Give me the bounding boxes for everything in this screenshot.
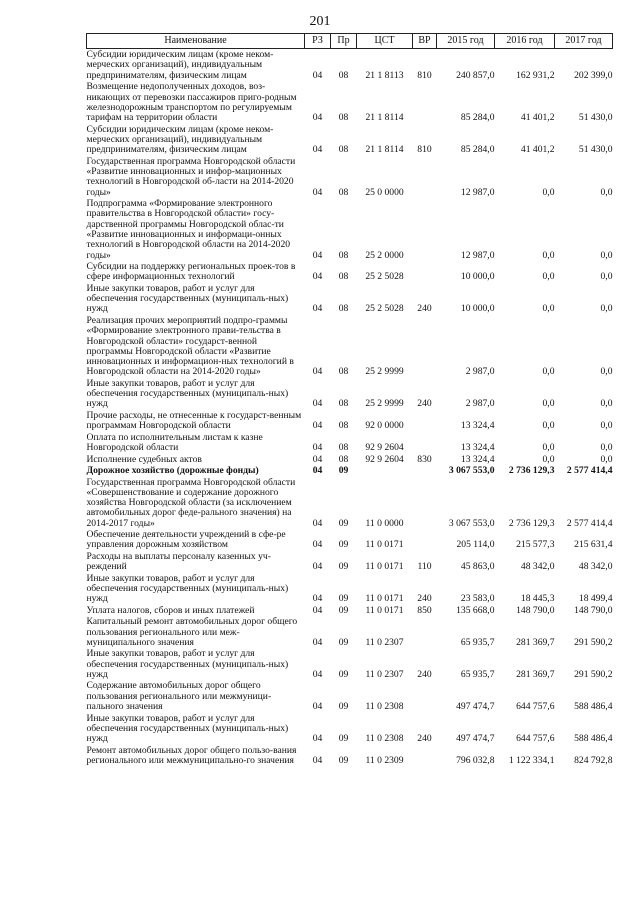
cell-2017: 215 631,4 (574, 539, 613, 551)
table-row (87, 744, 613, 766)
cell-name: Содержание автомобильных дорог общего пользования регионального или межмуници-пального значения (86, 680, 272, 713)
cell-2016: 0,0 (542, 442, 555, 454)
table-row (87, 432, 613, 454)
cell-2016: 0,0 (542, 186, 555, 198)
cell-2016: 0,0 (542, 271, 555, 283)
cell-cst (357, 465, 413, 476)
cell-vr: 850 (417, 604, 432, 616)
cell-2017: 2 577 414,4 (566, 465, 613, 477)
cell-2016: 1 122 334,1 (508, 754, 555, 766)
cell-2017: 0,0 (600, 271, 613, 283)
cell-2017: 148 790,0 (574, 604, 613, 616)
cell-2015: 13 324,4 (460, 453, 495, 465)
cell-2015: 85 284,0 (460, 144, 495, 156)
cell-2015: 23 583,0 (460, 593, 495, 605)
table-row (87, 315, 613, 378)
cell-2017: 588 486,4 (574, 733, 613, 745)
cell-pr: 09 (338, 733, 349, 745)
page-number: 201 (309, 14, 331, 29)
table-row (87, 712, 613, 744)
cell-rz: 04 (312, 442, 323, 454)
cell-cst: 11 0 2308 (365, 733, 404, 745)
cell-rz: 04 (312, 754, 323, 766)
cell-cst: 11 0 0171 (365, 593, 404, 605)
cell-pr: 08 (338, 249, 349, 261)
table-row (87, 573, 613, 605)
cell-rz: 04 (312, 249, 323, 261)
cell-pr: 08 (338, 144, 349, 156)
cell-vr: 240 (417, 303, 432, 315)
cell-2016: 0,0 (542, 366, 555, 378)
header-2016: 2016 год (495, 34, 555, 49)
cell-2017: 0,0 (600, 420, 613, 432)
cell-rz: 04 (312, 398, 323, 410)
cell-pr: 09 (338, 517, 349, 529)
cell-vr: 830 (417, 453, 432, 465)
table-row (87, 605, 613, 616)
cell-pr: 08 (338, 442, 349, 454)
cell-cst: 92 0 0000 (365, 420, 404, 432)
cell-2017: 0,0 (600, 303, 613, 315)
cell-cst: 11 0 2307 (365, 668, 404, 680)
cell-name: Государственная программа Новгородской области «Совершенствование и содержание дорожного хозяйства Новгородской области (за исключением автомобильных дорог феде-рального значения) на 2014-2017 годы» (86, 476, 296, 529)
header-pr: Пр (331, 34, 357, 49)
cell-2015: 497 474,7 (456, 701, 495, 713)
cell-2015: 3 067 553,0 (448, 465, 495, 477)
cell-name: Уплата налогов, сборов и иных платежей (86, 604, 255, 616)
header-vr: ВР (413, 34, 437, 49)
header-2017: 2017 год (555, 34, 613, 49)
cell-2015: 13 324,4 (460, 420, 495, 432)
cell-pr: 08 (338, 366, 349, 378)
cell-2017: 51 430,0 (578, 112, 613, 124)
table-row (87, 529, 613, 551)
cell-vr: 240 (417, 733, 432, 745)
cell-2016: 2 736 129,3 (508, 465, 555, 477)
cell-2017: 588 486,4 (574, 701, 613, 713)
cell-rz: 04 (312, 701, 323, 713)
table-row (87, 198, 613, 261)
cell-2016: 0,0 (542, 453, 555, 465)
cell-rz: 04 (312, 517, 323, 529)
cell-cst: 25 0 0000 (365, 186, 404, 198)
cell-pr: 09 (338, 539, 349, 551)
cell-2017: 2 577 414,4 (566, 517, 613, 529)
cell-cst: 25 2 9999 (365, 398, 404, 410)
table-row (87, 648, 613, 680)
table-row (87, 680, 613, 712)
cell-vr (413, 616, 437, 648)
cell-rz: 04 (312, 561, 323, 573)
cell-2017: 51 430,0 (578, 144, 613, 156)
cell-vr (413, 680, 437, 712)
cell-cst: 11 0 2308 (365, 701, 404, 713)
cell-2016: 0,0 (542, 398, 555, 410)
cell-vr: 240 (417, 593, 432, 605)
cell-pr: 08 (338, 271, 349, 283)
cell-2016: 41 401,2 (520, 144, 555, 156)
cell-rz: 04 (312, 420, 323, 432)
cell-rz: 04 (312, 593, 323, 605)
cell-rz: 04 (312, 636, 323, 648)
cell-name: Расходы на выплаты персоналу казенных уч-реждений (86, 550, 271, 573)
cell-pr: 09 (338, 604, 349, 616)
table-row (87, 476, 613, 529)
cell-name: Иные закупки товаров, работ и услуг для обеспечения государственных (муниципаль-ных) нужд (86, 572, 289, 605)
header-rz: РЗ (305, 34, 331, 49)
cell-2015: 45 863,0 (460, 561, 495, 573)
cell-vr (413, 476, 437, 529)
cell-rz: 04 (312, 539, 323, 551)
cell-2016: 18 445,3 (520, 593, 555, 605)
cell-2015: 85 284,0 (460, 112, 495, 124)
cell-2016: 162 931,2 (516, 69, 555, 81)
cell-2015: 65 935,7 (460, 668, 495, 680)
cell-pr: 09 (338, 593, 349, 605)
cell-rz: 04 (312, 144, 323, 156)
cell-2015: 205 114,0 (456, 539, 495, 551)
cell-2015: 240 857,0 (456, 69, 495, 81)
cell-vr: 810 (417, 144, 432, 156)
header-cst: ЦСТ (357, 34, 413, 49)
table-row (87, 283, 613, 315)
table-row (87, 378, 613, 410)
cell-cst: 11 0 2307 (365, 636, 404, 648)
cell-2016: 644 757,6 (516, 701, 555, 713)
cell-name: Иные закупки товаров, работ и услуг для обеспечения государственных (муниципаль-ных) нужд (86, 377, 289, 410)
cell-vr: 240 (417, 668, 432, 680)
cell-2016: 0,0 (542, 249, 555, 261)
table-row (87, 261, 613, 283)
cell-vr (413, 529, 437, 551)
cell-cst: 11 0 0171 (365, 604, 404, 616)
cell-2016: 48 342,0 (520, 561, 555, 573)
cell-2016: 215 577,3 (516, 539, 555, 551)
cell-name: Иные закупки товаров, работ и услуг для обеспечения государственных (муниципаль-ных) нужд (86, 648, 289, 680)
cell-cst: 11 0 0171 (365, 539, 404, 551)
cell-2015: 10 000,0 (460, 271, 495, 283)
cell-vr: 240 (417, 398, 432, 410)
cell-2015: 10 000,0 (460, 303, 495, 315)
cell-cst: 25 2 0000 (365, 249, 404, 261)
cell-pr: 09 (338, 668, 349, 680)
cell-2015: 135 668,0 (456, 604, 495, 616)
table-row (87, 156, 613, 198)
cell-pr: 08 (338, 420, 349, 432)
table-row (87, 465, 613, 476)
cell-pr: 09 (338, 636, 349, 648)
table-body (87, 49, 613, 767)
cell-name: Субсидии на поддержку региональных проек-тов в сфере информационных технологий (86, 261, 296, 283)
cell-2017: 0,0 (600, 453, 613, 465)
cell-cst: 25 2 5028 (365, 271, 404, 283)
cell-name: Обеспечение деятельности учреждений в сфе-ре управления дорожным хозяйством (86, 529, 286, 551)
cell-2015: 12 987,0 (460, 186, 495, 198)
cell-name: Государственная программа Новгородской области «Развитие инновационных и инфор-мационных технологий в Новгородской об-ласти на 2014-2020 годы» (86, 155, 296, 198)
table-row (87, 123, 613, 155)
cell-rz: 04 (312, 453, 323, 465)
table-row (87, 410, 613, 432)
cell-cst: 21 1 8114 (365, 144, 404, 156)
cell-pr: 08 (338, 69, 349, 81)
cell-vr: 110 (417, 561, 432, 573)
cell-2017: 0,0 (600, 249, 613, 261)
cell-vr (413, 156, 437, 198)
cell-vr (413, 432, 437, 454)
cell-rz: 04 (312, 465, 323, 477)
cell-cst: 11 0 0171 (365, 561, 404, 573)
cell-vr (413, 81, 437, 123)
cell-vr (413, 410, 437, 432)
cell-2017: 0,0 (600, 366, 613, 378)
cell-name: Прочие расходы, не отнесенные к государст-венным программам Новгородской области (86, 409, 302, 432)
cell-pr: 08 (338, 303, 349, 315)
table-row (87, 81, 613, 123)
cell-pr: 08 (338, 453, 349, 465)
table-row (87, 453, 613, 464)
cell-2015: 12 987,0 (460, 249, 495, 261)
cell-2015: 497 474,7 (456, 733, 495, 745)
table-row (87, 551, 613, 573)
cell-rz: 04 (312, 733, 323, 745)
cell-2017: 18 499,4 (578, 593, 613, 605)
cell-2016: 281 369,7 (516, 636, 555, 648)
cell-2015: 2 987,0 (465, 398, 495, 410)
cell-2016: 41 401,2 (520, 112, 555, 124)
cell-2017: 202 399,0 (574, 69, 613, 81)
cell-cst: 11 0 2309 (365, 754, 404, 766)
cell-cst: 92 9 2604 (365, 453, 404, 465)
cell-rz: 04 (312, 303, 323, 315)
cell-cst: 21 1 8114 (365, 112, 404, 124)
cell-vr (413, 261, 437, 283)
cell-2017: 824 792,8 (574, 754, 613, 766)
cell-pr: 09 (338, 465, 349, 477)
cell-cst: 25 2 9999 (365, 366, 404, 378)
cell-name: Реализация прочих мероприятий подпро-граммы «Формирование электронного прави-тельства в Новгородской области» государст-венной программы Новгородской области «Развитие инновационных и информацион-ных технологий в Новгородской области на 2014-2020 годы» (86, 314, 294, 378)
cell-name: Капитальный ремонт автомобильных дорог общего пользования регионального или меж-муниципального значения (86, 616, 298, 648)
cell-2016: 644 757,6 (516, 733, 555, 745)
cell-pr: 08 (338, 112, 349, 124)
cell-name: Оплата по исполнительным листам к казне Новгородской области (86, 431, 263, 454)
table-row (87, 616, 613, 648)
cell-cst: 21 1 8113 (365, 69, 404, 81)
cell-rz: 04 (312, 112, 323, 124)
cell-vr (413, 744, 437, 766)
cell-rz: 04 (312, 604, 323, 616)
cell-2017: 0,0 (600, 398, 613, 410)
cell-vr: 810 (417, 69, 432, 81)
cell-name: Возмещение недополученных доходов, воз-никающих от перевозки пассажиров приго-родным железнодорожным транспортом по регулируемым тарифам на территории области (86, 81, 297, 124)
cell-2017: 48 342,0 (578, 561, 613, 573)
cell-2017: 0,0 (600, 442, 613, 454)
cell-2017: 291 590,2 (574, 668, 613, 680)
cell-rz: 04 (312, 271, 323, 283)
cell-2017: 291 590,2 (574, 636, 613, 648)
cell-rz: 04 (312, 366, 323, 378)
cell-pr: 08 (338, 398, 349, 410)
cell-rz: 04 (312, 69, 323, 81)
cell-name: Субсидии юридическим лицам (кроме неком-мерческих организаций), индивидуальным предпринимателям, физическим лицам (86, 123, 274, 156)
cell-2015: 2 987,0 (465, 366, 495, 378)
cell-2015: 3 067 553,0 (448, 517, 495, 529)
cell-cst: 25 2 5028 (365, 303, 404, 315)
cell-rz: 04 (312, 668, 323, 680)
cell-name: Иные закупки товаров, работ и услуг для обеспечения государственных (муниципаль-ных) нужд (86, 282, 289, 315)
cell-pr: 09 (338, 701, 349, 713)
cell-vr (413, 198, 437, 261)
cell-2015: 796 032,8 (456, 754, 495, 766)
cell-cst: 11 0 0000 (365, 517, 404, 529)
table-row (87, 49, 613, 82)
cell-name: Подпрограмма «Формирование электронного правительства в Новгородской области» госу-дарственной программы Новгородской облас-ти «Развитие инновационных и информаци-онных технологий в Новгородской области на 2014-2020 годы» (86, 198, 291, 261)
cell-2016: 0,0 (542, 303, 555, 315)
cell-2016: 148 790,0 (516, 604, 555, 616)
cell-pr: 08 (338, 186, 349, 198)
cell-name: Дорожное хозяйство (дорожные фонды) (86, 465, 259, 477)
cell-vr (413, 465, 437, 476)
cell-vr (413, 315, 437, 378)
cell-name: Ремонт автомобильных дорог общего пользо-вания регионального или межмуниципально-го значения (86, 744, 297, 766)
budget-table (86, 33, 613, 766)
cell-2015: 65 935,7 (460, 636, 495, 648)
cell-2016: 281 369,7 (516, 668, 555, 680)
cell-name: Иные закупки товаров, работ и услуг для обеспечения государственных (муниципаль-ных) нужд (86, 712, 289, 745)
header-name: Наименование (87, 34, 305, 49)
cell-name: Субсидии юридическим лицам (кроме неком-мерческих организаций), индивидуальным предпринимателям, физическим лицам (86, 49, 274, 81)
cell-pr: 09 (338, 561, 349, 573)
cell-2017: 0,0 (600, 186, 613, 198)
cell-name: Исполнение судебных актов (86, 453, 202, 465)
cell-cst: 92 9 2604 (365, 442, 404, 454)
cell-2016: 0,0 (542, 420, 555, 432)
cell-pr: 09 (338, 754, 349, 766)
cell-rz: 04 (312, 186, 323, 198)
cell-2015: 13 324,4 (460, 442, 495, 454)
cell-2016: 2 736 129,3 (508, 517, 555, 529)
header-2015: 2015 год (437, 34, 495, 49)
table-header-row (87, 34, 613, 49)
